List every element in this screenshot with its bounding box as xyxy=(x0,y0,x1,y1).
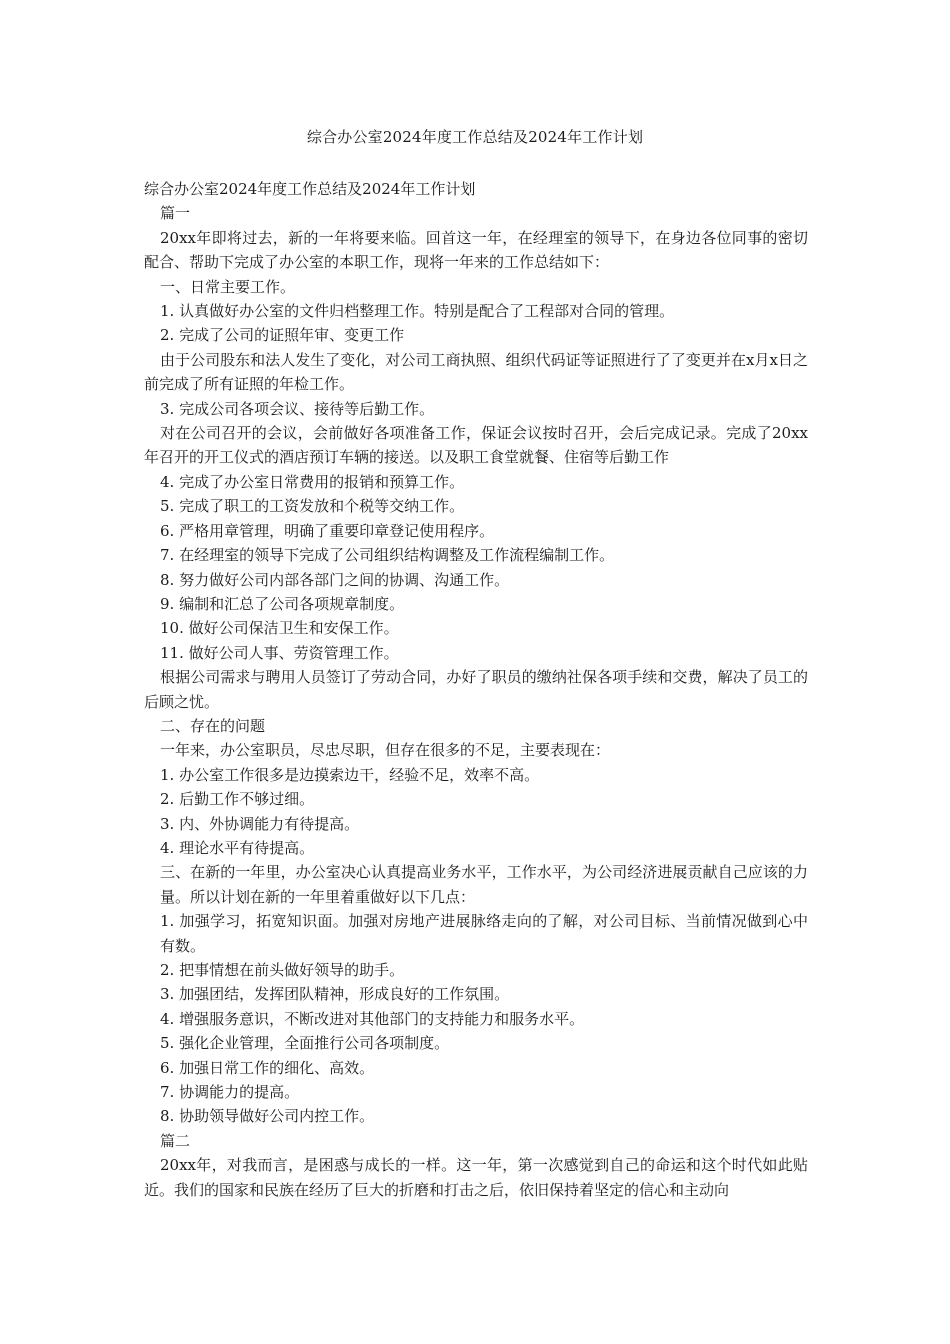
list-item: 1. 加强学习，拓宽知识面。加强对房地产进展脉络走向的了解，对公司目标、当前情况做到心中有数。 xyxy=(160,912,808,955)
list-item: 4. 理论水平有待提高。 xyxy=(160,838,315,857)
list-item: 9. 编制和汇总了公司各项规章制度。 xyxy=(160,594,405,613)
list-item: 3. 内、外协调能力有待提高。 xyxy=(160,814,360,833)
list-item: 10. 做好公司保洁卫生和安保工作。 xyxy=(160,619,399,638)
item-detail-paragraph: 根据公司需求与聘用人员签订了劳动合同，办好了职员的缴纳社保各项手续和交费，解决了员工的后顾之忧。 xyxy=(144,668,808,711)
intro-paragraph: 20xx年即将过去，新的一年将要来临。回首这一年，在经理室的领导下，在身边各位同事的密切配合、帮助下完成了办公室的本职工作，现将一年来的工作总结如下： xyxy=(144,228,808,272)
list-item: 6. 加强日常工作的细化、高效。 xyxy=(160,1058,375,1077)
list-item: 1. 办公室工作很多是边摸索边干，经验不足，效率不高。 xyxy=(160,765,540,784)
list-item: 8. 努力做好公司内部各部门之间的协调、沟通工作。 xyxy=(160,570,510,589)
list-item: 4. 增强服务意识，不断改进对其他部门的支持能力和服务水平。 xyxy=(160,1009,585,1028)
document-subtitle: 综合办公室2024年度工作总结及2024年工作计划 xyxy=(144,180,476,198)
list-item: 6. 严格用章管理，明确了重要印章登记使用程序。 xyxy=(160,521,495,540)
list-item: 3. 完成公司各项会议、接待等后勤工作。 xyxy=(160,399,435,418)
section-three-heading: 三、在新的一年里，办公室决心认真提高业务水平，工作水平，为公司经济进展贡献自己应该的力量。所以计划在新的一年里着重做好以下几点： xyxy=(160,863,808,906)
section-two-intro: 一年来，办公室职员，尽忠尽职，但存在很多的不足，主要表现在： xyxy=(160,741,611,760)
list-item: 3. 加强团结，发挥团队精神，形成良好的工作氛围。 xyxy=(160,985,510,1004)
item-detail-paragraph: 对在公司召开的会议，会前做好各项准备工作，保证会议按时召开，会后完成记录。完成了20xx年召开的开工仪式的酒店预订车辆的接送。以及职工食堂就餐、住宿等后勤工作 xyxy=(144,424,808,467)
part-two-intro: 20xx年，对我而言，是困惑与成长的一样。这一年，第一次感觉到自己的命运和这个时代如此贴近。我们的国家和民族在经历了巨大的折磨和打击之后，依旧保持着坚定的信心和主动向 xyxy=(144,1156,808,1199)
list-item: 2. 后勤工作不够过细。 xyxy=(160,790,315,809)
list-item: 7. 在经理室的领导下完成了公司组织结构调整及工作流程编制工作。 xyxy=(160,546,615,565)
list-item: 7. 协调能力的提高。 xyxy=(160,1083,300,1102)
list-item: 1. 认真做好办公室的文件归档整理工作。特别是配合了工程部对合同的管理。 xyxy=(160,302,675,321)
list-item: 5. 强化企业管理，全面推行公司各项制度。 xyxy=(160,1034,450,1053)
section-two-heading: 二、存在的问题 xyxy=(160,716,266,735)
list-item: 5. 完成了职工的工资发放和个税等交纳工作。 xyxy=(160,497,465,516)
list-item: 4. 完成了办公室日常费用的报销和预算工作。 xyxy=(160,472,465,491)
list-item: 2. 把事情想在前头做好领导的助手。 xyxy=(160,961,405,979)
item-detail-paragraph: 由于公司股东和法人发生了变化，对公司工商执照、组织代码证等证照进行了了变更并在x月x日之前完成了所有证照的年检工作。 xyxy=(144,350,808,394)
document-title: 综合办公室2024年度工作总结及2024年工作计划 xyxy=(306,128,644,146)
list-item: 11. 做好公司人事、劳资管理工作。 xyxy=(160,643,399,662)
part-one-label: 篇一 xyxy=(160,204,191,223)
list-item: 8. 协助领导做好公司内控工作。 xyxy=(160,1107,375,1126)
list-item: 2. 完成了公司的证照年审、变更工作 xyxy=(160,326,405,345)
document-body xyxy=(144,177,808,1202)
section-one-heading: 一、日常主要工作。 xyxy=(160,277,296,296)
part-two-label: 篇二 xyxy=(160,1131,191,1150)
